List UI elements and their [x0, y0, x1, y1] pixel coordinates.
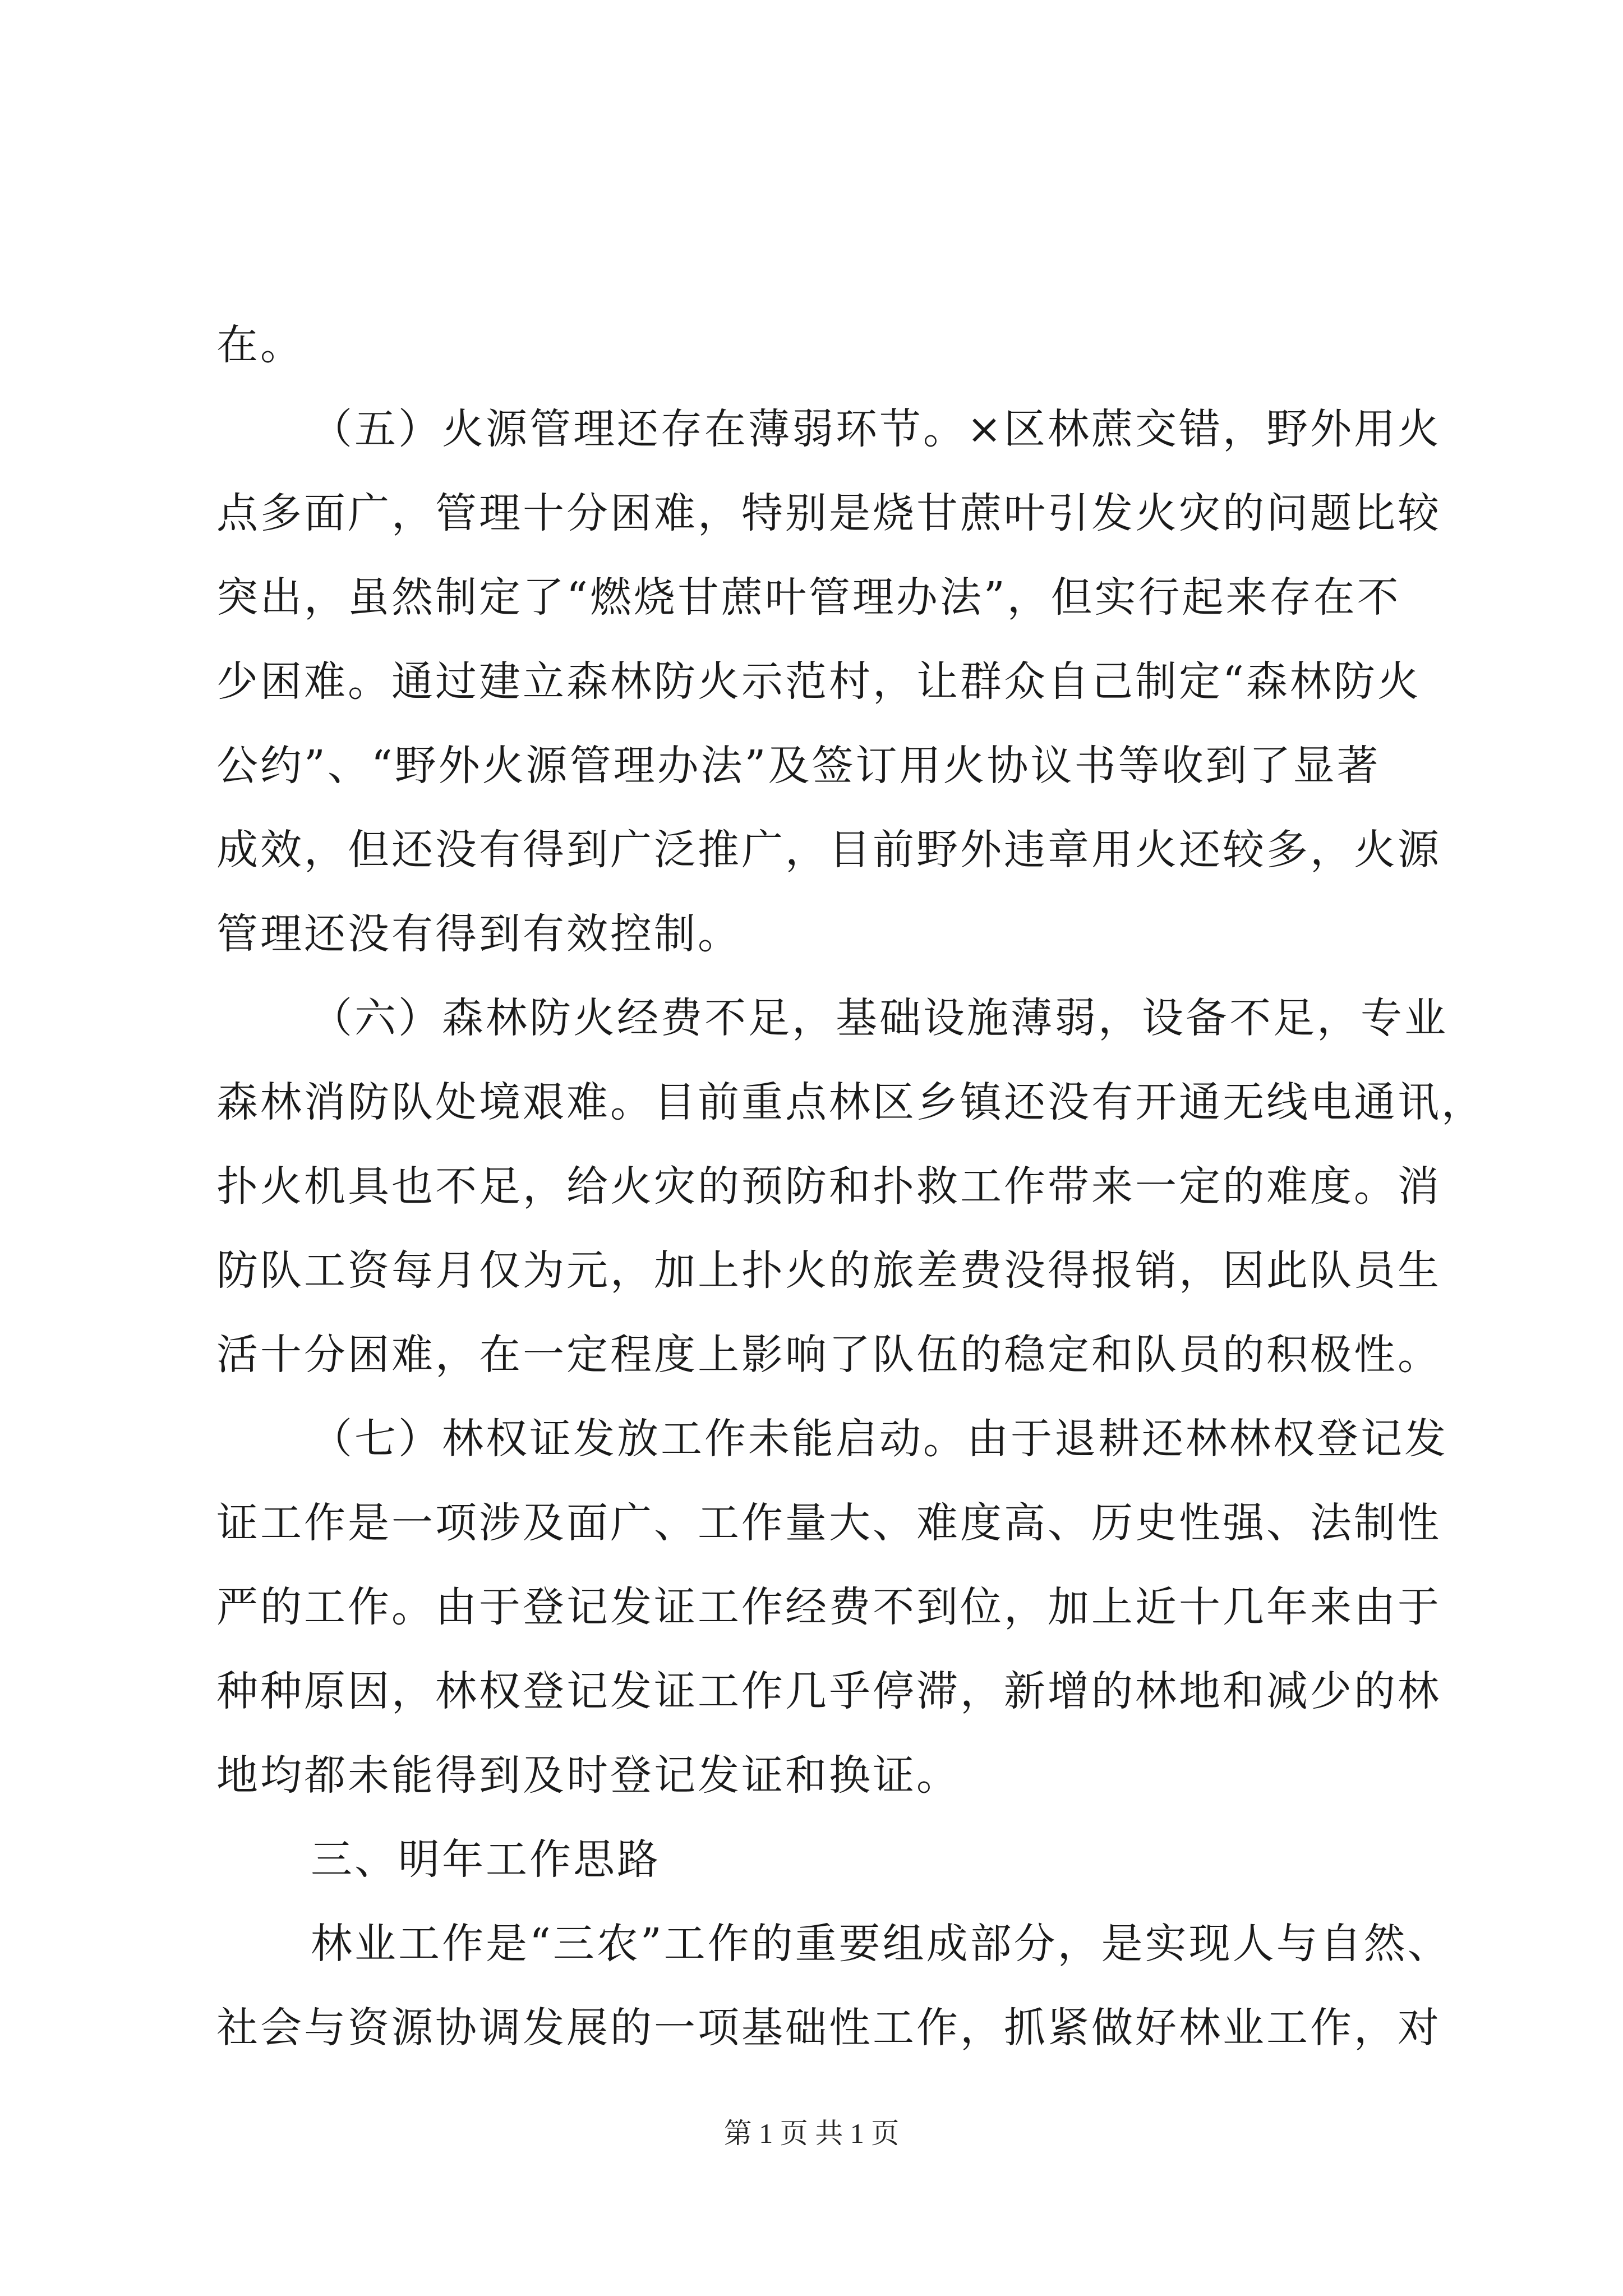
page-number-footer: 第 1 页 共 1 页: [723, 2118, 900, 2149]
text-line: 防队工资每月仅为元，加上扑火的旅差费没得报销，因此队员生: [216, 1246, 1441, 1295]
section-six-paragraph-line: （六）森林防火经费不足，基础设施薄弱，设备不足，专业: [311, 994, 1448, 1042]
text-line: 公约”、“野外火源管理办法”及签订用火协议书等收到了显著: [216, 742, 1381, 790]
text-line: 地均都未能得到及时登记发证和换证。: [216, 1751, 960, 1800]
text-line: 种种原因，林权登记发证工作几乎停滞，新增的林地和减少的林: [216, 1667, 1441, 1715]
text-line: 活十分困难，在一定程度上影响了队伍的稳定和队员的积极性。: [216, 1331, 1441, 1379]
text-line: 少困难。通过建立森林防火示范村，让群众自己制定“森林防火: [216, 657, 1421, 706]
section-seven-paragraph-line: （七）林权证发放工作未能启动。由于退耕还林林权登记发: [311, 1415, 1448, 1463]
text-line: 突出，虽然制定了“燃烧甘蔗叶管理办法”，但实行起来存在不: [216, 573, 1401, 622]
text-line: 成效，但还没有得到广泛推广，目前野外违章用火还较多，火源: [216, 826, 1441, 874]
section-five-paragraph-line: （五）火源管理还存在薄弱环节。×区林蔗交错，野外用火: [311, 405, 1442, 453]
text-line: 在。: [216, 321, 304, 369]
text-line: 扑火机具也不足，给火灾的预防和扑救工作带来一定的难度。消: [216, 1162, 1441, 1211]
text-line: 社会与资源协调发展的一项基础性工作，抓紧做好林业工作，对: [216, 2004, 1441, 2052]
text-line: 证工作是一项涉及面广、工作量大、难度高、历史性强、法制性: [216, 1499, 1441, 1547]
text-line: 森林消防队处境艰难。目前重点林区乡镇还没有开通无线电通讯，: [216, 1078, 1485, 1126]
document-body: [216, 303, 1485, 2070]
text-line: 点多面广，管理十分困难，特别是烧甘蔗叶引发火灾的问题比较: [216, 489, 1441, 537]
paragraph-first-line: 林业工作是“三农”工作的重要组成部分，是实现人与自然、: [311, 1920, 1451, 1968]
section-heading: 三、明年工作思路: [311, 1835, 661, 1884]
text-line: 管理还没有得到有效控制。: [216, 910, 741, 958]
text-line: 严的工作。由于登记发证工作经费不到位，加上近十几年来由于: [216, 1583, 1441, 1631]
